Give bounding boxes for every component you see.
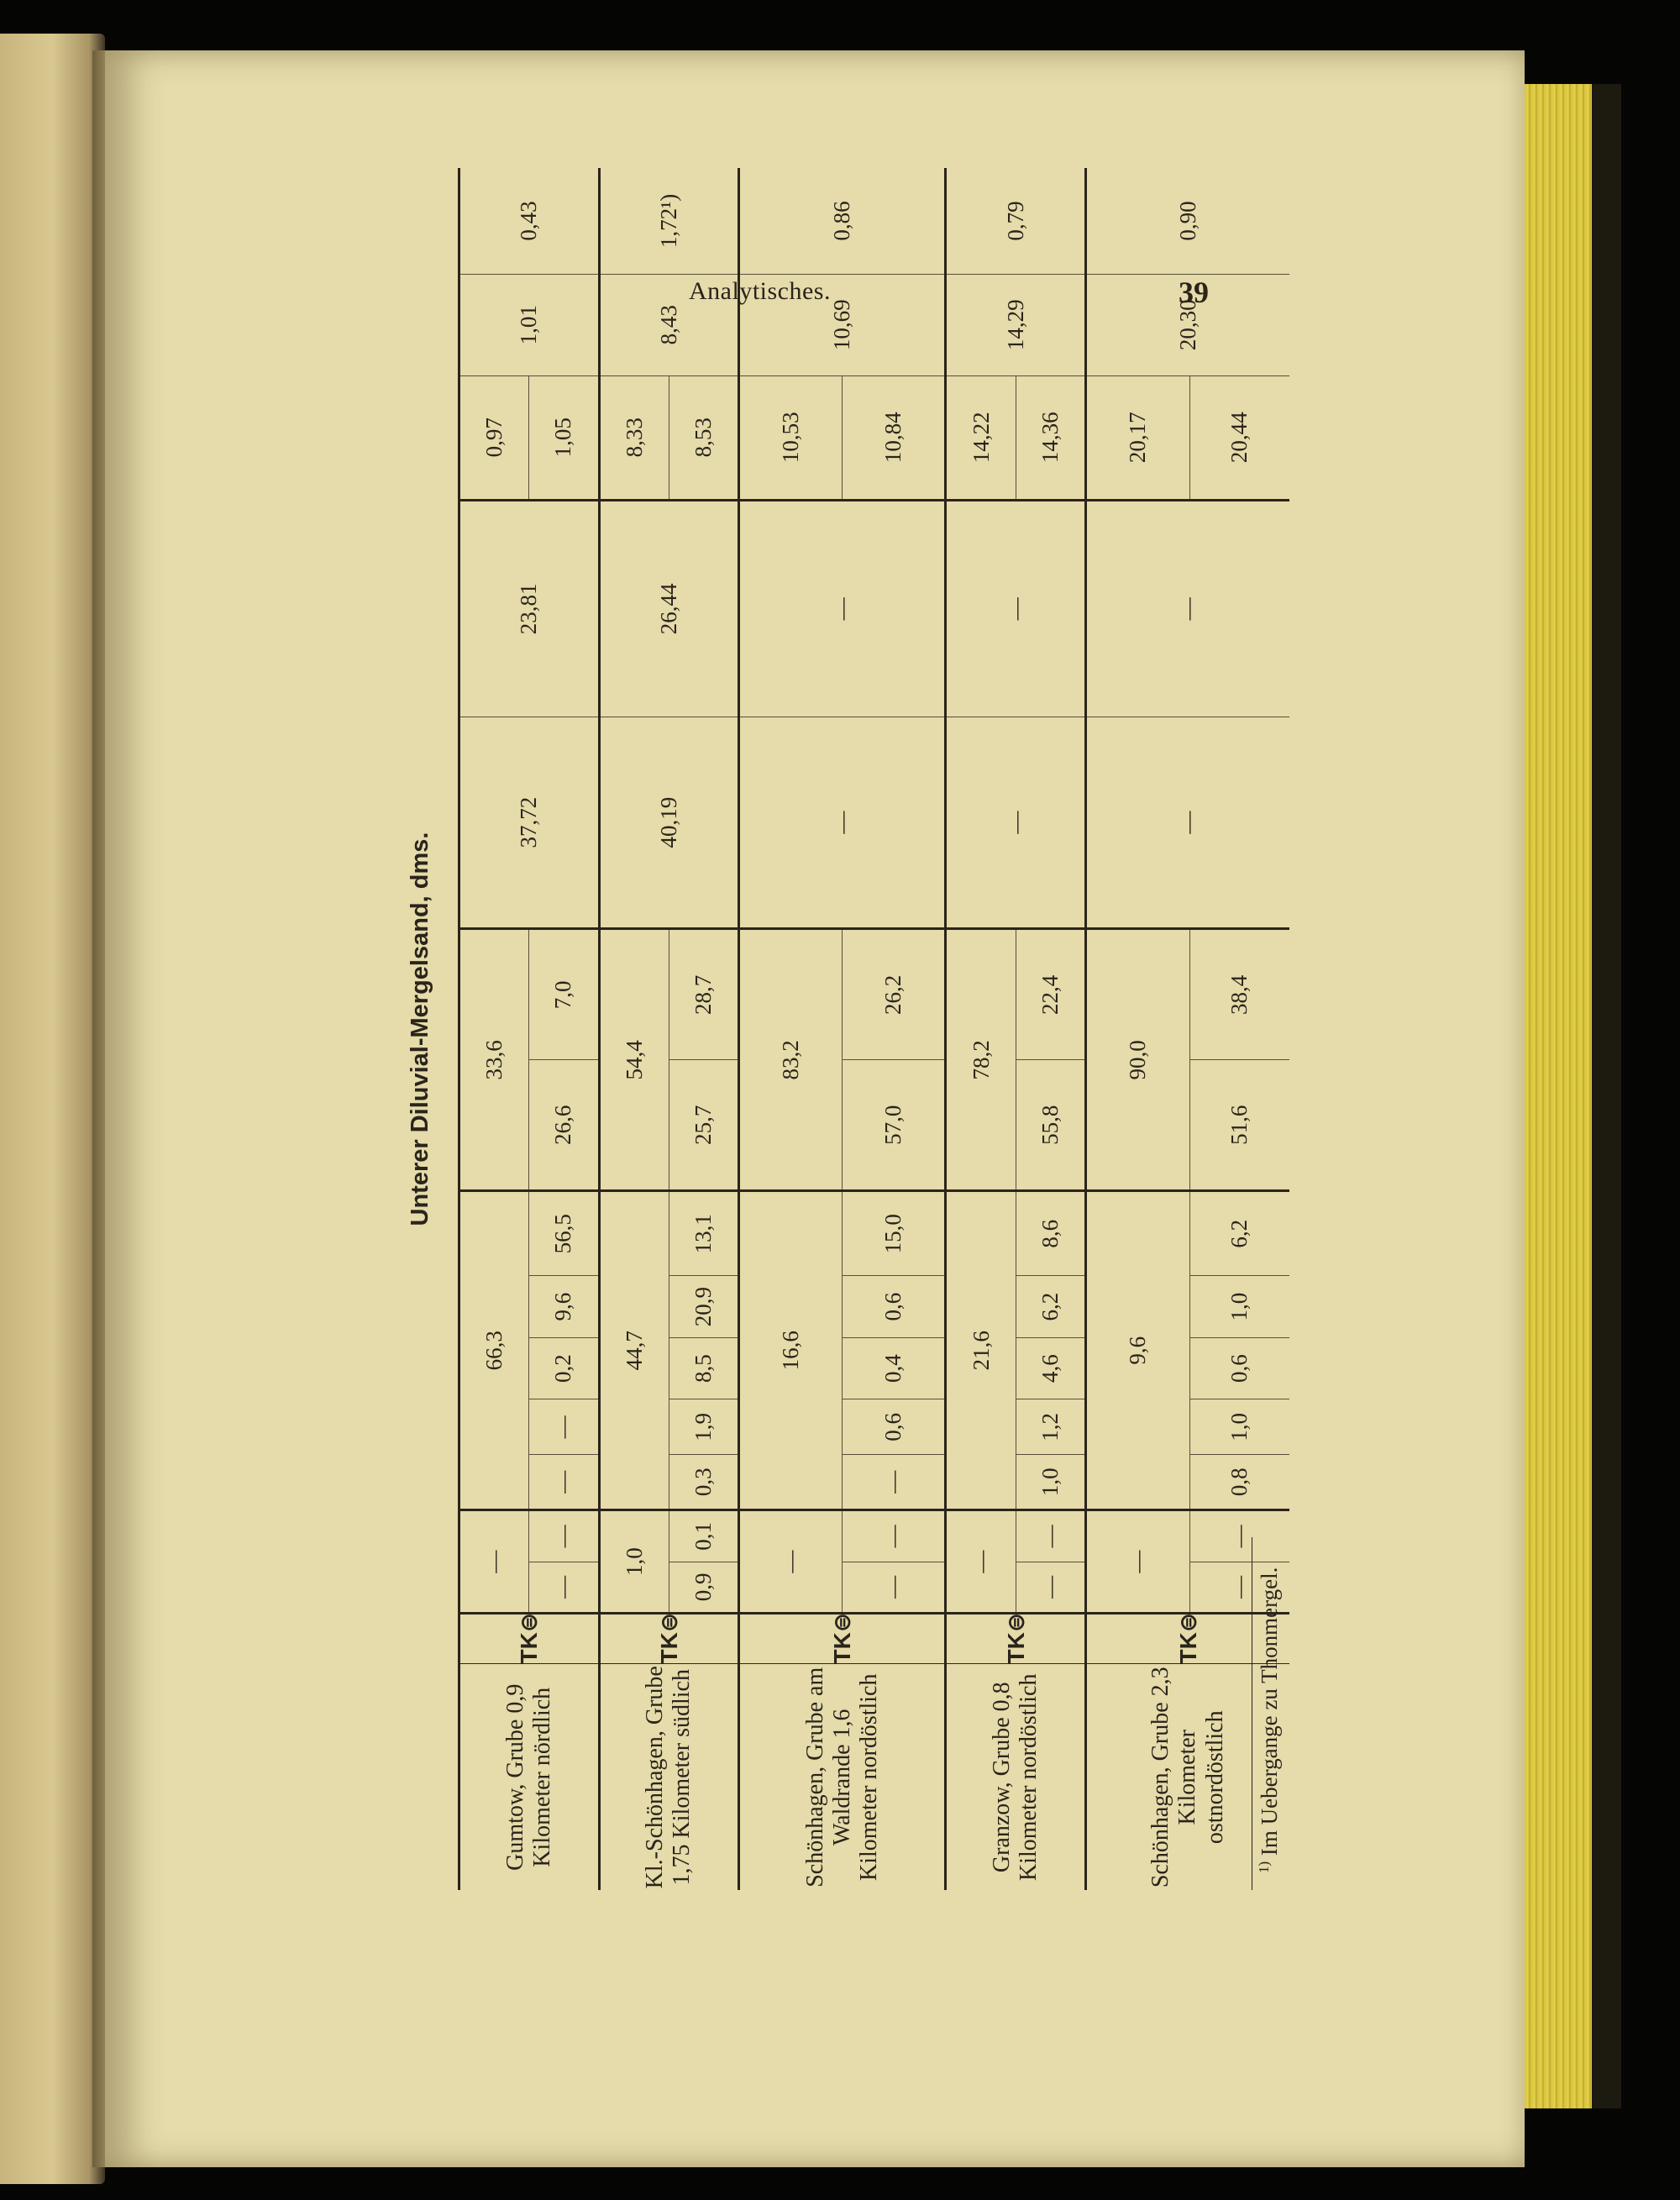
pair-value-b: 8,53 — [669, 375, 738, 500]
location-cell: Schönhagen, Grube 2,3 Kilometer ostnordöstlich — [1085, 1664, 1289, 1890]
fraction-cell: 26,6 — [529, 1060, 599, 1191]
chem-value-2: — — [739, 500, 946, 717]
fraction-cell: 20,9 — [669, 1276, 738, 1338]
chem-value-1: 40,19 — [599, 717, 739, 929]
fraction-cell: — — [529, 1510, 599, 1562]
footnote-mark: 1) — [1256, 1861, 1272, 1873]
total-sand: 66,3 — [459, 1191, 529, 1510]
fraction-cell: — — [843, 1562, 946, 1613]
fraction-cell: 56,5 — [529, 1191, 599, 1276]
fraction-cell: 7,0 — [529, 929, 599, 1060]
page-edges — [1525, 84, 1592, 2108]
extra-value: 0,43 — [459, 168, 600, 274]
extra-value: 0,79 — [946, 168, 1086, 274]
fraction-cell: 0,4 — [843, 1337, 946, 1399]
fraction-cell: — — [843, 1455, 946, 1510]
code-cell: TK⊜ — [599, 1614, 739, 1664]
fraction-cell: — — [843, 1510, 946, 1562]
total-coarse: — — [459, 1510, 529, 1614]
fraction-cell: 9,6 — [529, 1276, 599, 1338]
fraction-cell: 25,7 — [669, 1060, 738, 1191]
total-coarse: — — [739, 1510, 843, 1614]
fraction-cell: — — [1016, 1510, 1085, 1562]
mean-value: 14,29 — [946, 274, 1086, 375]
fraction-cell: 1,0 — [1016, 1455, 1085, 1510]
pair-value-a: 10,53 — [739, 375, 843, 500]
fraction-cell: 0,9 — [669, 1562, 738, 1613]
total-fine: 54,4 — [599, 929, 669, 1191]
book-spine-left — [0, 34, 105, 2184]
fraction-cell: 8,6 — [1016, 1191, 1085, 1276]
chem-value-1: 37,72 — [459, 717, 600, 929]
fraction-cell: — — [529, 1399, 599, 1455]
book-cover-edge — [1592, 84, 1621, 2108]
chem-value-1: — — [1085, 717, 1289, 929]
chem-value-2: — — [1085, 500, 1289, 717]
mean-value: 8,43 — [599, 274, 739, 375]
pair-value-a: 14,22 — [946, 375, 1016, 500]
fraction-cell: 4,6 — [1016, 1337, 1085, 1399]
fraction-cell: 6,2 — [1189, 1191, 1289, 1276]
table-title: Unterer Diluvial-Mergelsand, dms. — [407, 832, 433, 1226]
fraction-cell: 0,1 — [669, 1510, 738, 1562]
fraction-cell: 22,4 — [1016, 929, 1085, 1060]
footnote — [1256, 1567, 1283, 1873]
chem-value-2: 23,81 — [459, 500, 600, 717]
fraction-cell: 8,5 — [669, 1337, 738, 1399]
total-coarse: 1,0 — [599, 1510, 669, 1614]
total-coarse: — — [1085, 1510, 1189, 1614]
code-cell: TK⊜ — [946, 1614, 1086, 1664]
pair-value-b: 1,05 — [529, 375, 599, 500]
fraction-cell: 1,0 — [1189, 1276, 1289, 1338]
total-sand: 21,6 — [946, 1191, 1016, 1510]
page-number: 39 — [1179, 276, 1209, 309]
code-cell: TK⊜ — [1085, 1614, 1289, 1664]
fraction-cell: 38,4 — [1189, 929, 1289, 1060]
fraction-cell: — — [1189, 1510, 1289, 1562]
location-cell: Granzow, Grube 0,8 Kilometer nordöstlich — [946, 1664, 1086, 1890]
analysis-table — [458, 168, 1289, 1890]
fraction-cell: 1,0 — [1189, 1399, 1289, 1455]
pair-value-b: 14,36 — [1016, 375, 1085, 500]
rotated-table-block — [382, 168, 1315, 1890]
pair-value-b: 20,44 — [1189, 375, 1289, 500]
fraction-cell: 0,2 — [529, 1337, 599, 1399]
total-sand: 16,6 — [739, 1191, 843, 1510]
chem-value-2: 26,44 — [599, 500, 739, 717]
fraction-cell: — — [529, 1455, 599, 1510]
fraction-cell: 0,3 — [669, 1455, 738, 1510]
total-sand: 9,6 — [1085, 1191, 1189, 1510]
chem-value-1: — — [946, 717, 1086, 929]
pair-value-a: 8,33 — [599, 375, 669, 500]
fraction-cell: 6,2 — [1016, 1276, 1085, 1338]
fraction-cell: 1,2 — [1016, 1399, 1085, 1455]
mean-value: 1,01 — [459, 274, 600, 375]
total-fine: 78,2 — [946, 929, 1016, 1191]
fraction-cell: 0,6 — [843, 1399, 946, 1455]
total-fine: 33,6 — [459, 929, 529, 1191]
footnote-text: Im Uebergange zu Thonmergel. — [1257, 1567, 1282, 1856]
fraction-cell: 26,2 — [843, 929, 946, 1060]
mean-value: 20,30 — [1085, 274, 1289, 375]
location-cell: Schönhagen, Grube am Waldrande 1,6 Kilometer nordöstlich — [739, 1664, 946, 1890]
fraction-cell: 0,6 — [1189, 1337, 1289, 1399]
fraction-cell: 1,9 — [669, 1399, 738, 1455]
fraction-cell: 13,1 — [669, 1191, 738, 1276]
fraction-cell: 0,6 — [843, 1276, 946, 1338]
total-fine: 90,0 — [1085, 929, 1189, 1191]
fraction-cell: 55,8 — [1016, 1060, 1085, 1191]
fraction-cell: 28,7 — [669, 929, 738, 1060]
total-coarse: — — [946, 1510, 1016, 1614]
pair-value-b: 10,84 — [843, 375, 946, 500]
running-header: Analytisches. — [689, 277, 831, 305]
fraction-cell: — — [1016, 1562, 1085, 1613]
total-fine: 83,2 — [739, 929, 843, 1191]
fraction-cell: — — [1189, 1562, 1289, 1613]
total-sand: 44,7 — [599, 1191, 669, 1510]
pair-value-a: 20,17 — [1085, 375, 1189, 500]
fraction-cell: — — [529, 1562, 599, 1613]
extra-value: 1,72¹) — [599, 168, 739, 274]
mean-value: 10,69 — [739, 274, 946, 375]
chem-value-1: — — [739, 717, 946, 929]
chem-value-2: — — [946, 500, 1086, 717]
fraction-cell: 51,6 — [1189, 1060, 1289, 1191]
fraction-cell: 0,8 — [1189, 1455, 1289, 1510]
extra-value: 0,86 — [739, 168, 946, 274]
fraction-cell: 57,0 — [843, 1060, 946, 1191]
code-cell: TK⊜ — [459, 1614, 600, 1664]
location-cell: Gumtow, Grube 0,9 Kilometer nördlich — [459, 1664, 600, 1890]
location-cell: Kl.-Schönhagen, Grube 1,75 Kilometer südlich — [599, 1664, 739, 1890]
extra-value: 0,90 — [1085, 168, 1289, 274]
code-cell: TK⊜ — [739, 1614, 946, 1664]
fraction-cell: 15,0 — [843, 1191, 946, 1276]
pair-value-a: 0,97 — [459, 375, 529, 500]
